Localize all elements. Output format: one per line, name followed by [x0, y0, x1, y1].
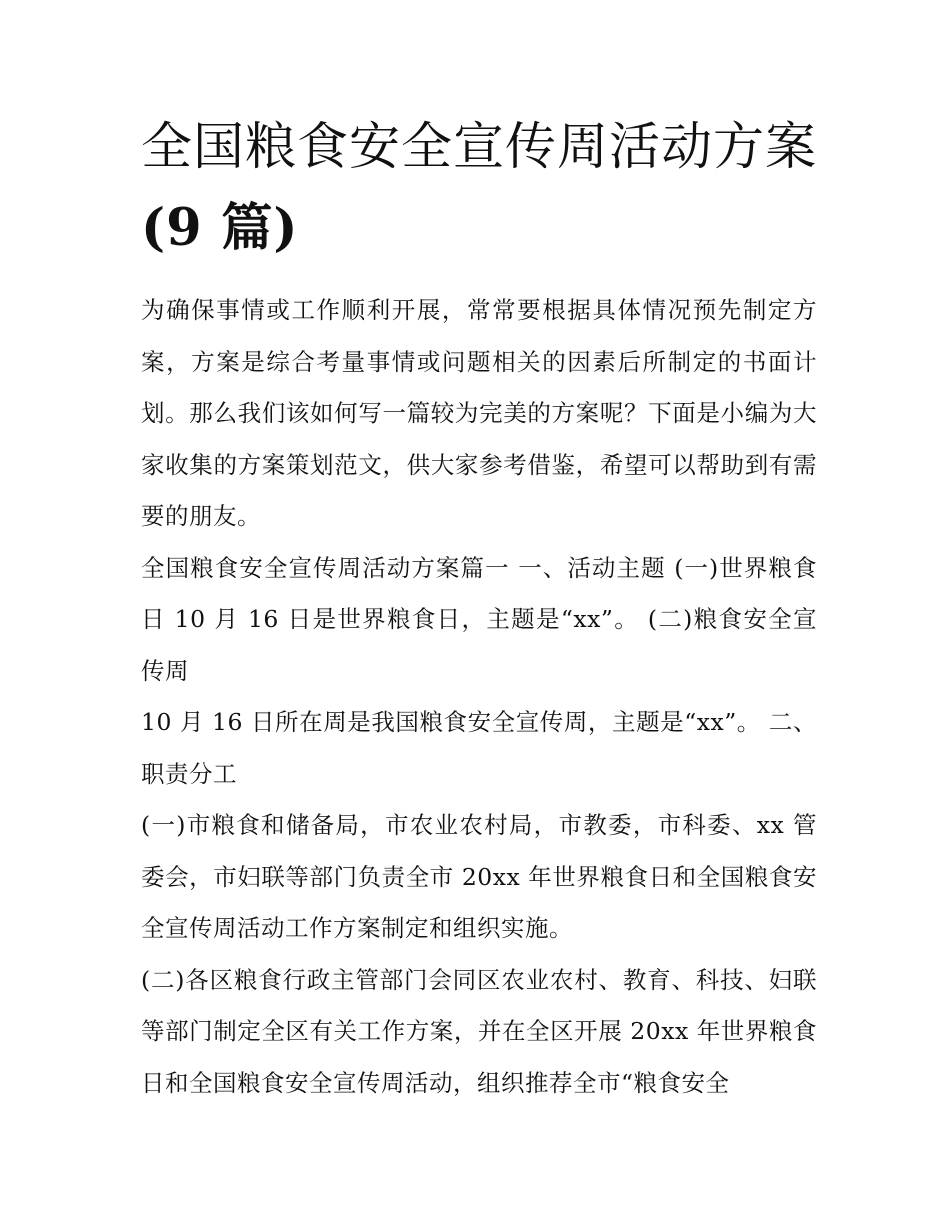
- duty-item-one-paragraph: (一)市粮食和储备局，市农业农村局，市教委，市科委、xx 管委会，市妇联等部门负责全市 20xx 年世界粮食日和全国粮食安全宣传周活动工作方案制定和组织实施。: [141, 811, 817, 942]
- duty-item-two-paragraph: (二)各区粮食行政主管部门会同区农业农村、教育、科技、妇联等部门制定全区有关工作方案，并在全区开展 20xx 年世界粮食日和全国粮食安全宣传周活动，组织推荐全市“粮食安全: [141, 965, 817, 1097]
- promotion-week-paragraph: 10 月 16 日所在周是我国粮食安全宣传周，主题是“xx”。 二、职责分工: [141, 708, 817, 788]
- document-page: [141, 108, 817, 1109]
- title-main: 全国粮食安全宣传周活动方案: [141, 118, 818, 177]
- intro-paragraph: 为确保事情或工作顺利开展，常常要根据具体情况预先制定方案，方案是综合考量事情或问题相关的因素后所制定的书面计划。那么我们该如何写一篇较为完美的方案呢？下面是小编为大家收集的方案策划范文，供大家参考借鉴，希望可以帮助到有需要的朋友。: [141, 296, 817, 530]
- document-title: [141, 108, 817, 269]
- title-suffix: (9 篇): [141, 198, 299, 258]
- section-one-paragraph: 全国粮食安全宣传周活动方案篇一 一、活动主题 (一)世界粮食日 10 月 16 日是世界粮食日，主题是“xx”。 (二)粮食安全宣传周: [141, 553, 817, 685]
